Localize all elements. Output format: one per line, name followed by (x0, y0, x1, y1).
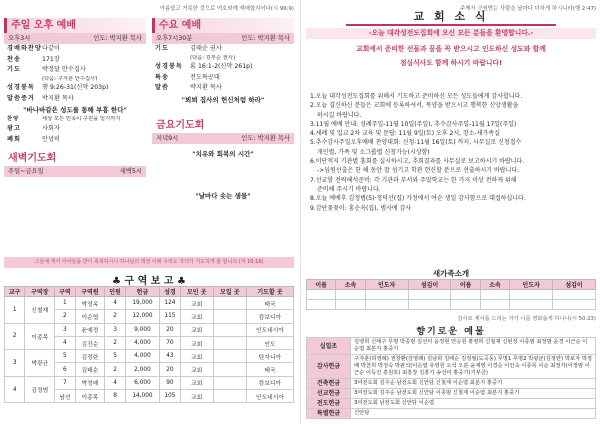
district-bible-cell: 90 (160, 376, 180, 389)
district-met-cell: 교회 (180, 363, 213, 376)
welcome-line-1: -오늘 대각성전도집회에 오신 모든 분들을 환영합니다.- (306, 28, 596, 39)
order-value: 박지환 목사 (190, 84, 222, 92)
sunday-pm-subheader (4, 33, 146, 44)
district-meet-cell (213, 376, 246, 389)
district-amount-cell: 4,000 (125, 336, 159, 349)
welcome-block (306, 28, 596, 69)
district-bible-cell: 124 (160, 297, 180, 310)
offering-table (306, 337, 596, 419)
district-no-cell: 4 (55, 336, 75, 349)
dawn-theme: "날마다 솟는 샘물" (195, 191, 251, 200)
district-pray-cell: 인도네시아 (246, 323, 293, 336)
new-family-header (307, 280, 596, 290)
order-value: 롬 16:1-2(신약 261p) (190, 63, 253, 71)
district-bible-cell: 70 (160, 336, 180, 349)
order-row (152, 83, 294, 94)
district-met-cell: 교회 (180, 297, 213, 310)
news-item: 2.오늘 결신하신 분들은 교회에 등록하셔서, 목양을 받으시고 행복한 신앙생활을 (310, 102, 519, 110)
district-col-header: 성경 (160, 287, 180, 297)
district-col-header: 인원 (105, 287, 125, 297)
new-family-col-header: 이름 (451, 280, 480, 290)
order-row (4, 55, 146, 66)
order-value: 박지환 목사 (42, 94, 74, 102)
order-value: 박정달 안수집사 (42, 66, 86, 74)
district-bible-cell: 43 (160, 350, 180, 363)
order-row (4, 44, 146, 55)
order-value: 전도특공대 (190, 73, 220, 81)
order-value: 171장 (42, 55, 60, 63)
order-value: 김태순 권사 (190, 45, 222, 52)
sunday-pm-sermon-title: "바나바같은 성도를 통해 부흥 한다" (23, 106, 127, 115)
district-no-cell: 2 (55, 310, 75, 323)
offering-type: 특별헌금 (307, 409, 351, 419)
district-table-header (5, 287, 294, 297)
district-meet-cell (213, 350, 246, 363)
news-item: 6.이단적지 기관별 홍회를 실시하시고, 추회결과를 사무실로 보고하시기 바랍니다. (310, 158, 525, 166)
parish-cell: 3 (5, 350, 25, 377)
news-item: 8.오늘 예배후 김정범(5)·정덕선(집) 가정에서 여순 생일 감사함으로 대접하십니다. (310, 195, 526, 203)
wednesday-leader: 인도: 박지환 목사 (241, 35, 290, 42)
district-col-header: 모인 곳 (180, 287, 213, 297)
district-met-cell: 교회 (180, 390, 213, 403)
district-no-cell: 5 (55, 350, 75, 363)
offering-type: 전도헌금 (307, 399, 351, 409)
offering-names: 김영희 신태구 무명 박종범 김선미 윤정현 안승원 홍영희 신철재 신현정 이종범 최정범 윤경 이근순 이순엽 최분지 홍중기 (351, 338, 596, 355)
district-member-cell: 이종목 (75, 390, 105, 403)
offering-type: 십일조 (307, 338, 351, 355)
wednesday-subheader (152, 33, 294, 44)
new-family-col-header: 인도자 (510, 280, 553, 290)
sunday-pm-section (4, 18, 146, 177)
offering-names: 3여전도회 김주순 남전도회 신안담 이종범 신철재 이순엽 최분지 홍중기 (351, 389, 596, 399)
district-leader-cell: 박광균 (25, 350, 55, 377)
new-family-col-header: 섬김이 (553, 280, 596, 290)
district-count-cell: 2 (105, 363, 125, 376)
order-row (4, 76, 146, 84)
order-label: 기도 (7, 66, 21, 74)
table-row (5, 297, 294, 310)
order-label: 성경봉독 (7, 84, 35, 92)
order-row (152, 62, 294, 73)
district-col-header: 헌금 (125, 287, 159, 297)
wednesday-time: 오후7시30분 (156, 35, 193, 42)
friday-title: 금요기도회 (156, 119, 205, 131)
news-item: 개인별, 가족 및 소그룹별 신청가능(시상함) (317, 148, 430, 156)
district-amount-cell: 14,000 (125, 390, 159, 403)
offering-row (307, 389, 596, 399)
news-item: 3.11월 예배 안내: 성례주일-11월 10일(주일), 추수감사주일-11월 17일(주일) (310, 120, 517, 128)
new-family-col-header: 소속 (480, 280, 509, 290)
district-bible-cell: 20 (160, 363, 180, 376)
district-report-title: ♣ 구 역 보 고 ♣ (112, 276, 186, 287)
table-row (5, 350, 294, 363)
order-value: (다음: 김부순 권사) (190, 54, 236, 61)
offering-type: 선교헌금 (307, 389, 351, 399)
order-row (4, 135, 146, 146)
order-row (4, 65, 146, 76)
order-row (4, 124, 146, 135)
district-col-header: 모일 곳 (213, 287, 246, 297)
news-item: 5.추수감사주일오후예배 찬양대회: 신청-11월 16일(토) 까지, 사무실로 신청접수 (310, 139, 522, 147)
news-item: 7.선교할 전략해석준비: 각 기관과 부서와 주말학교는 한 가지 이상 전하게 위해 (310, 176, 517, 184)
news-list (310, 92, 594, 213)
district-col-header: 구역장 (25, 287, 55, 297)
district-pray-cell: 인도네시아 (246, 390, 293, 403)
order-label: 찬송 (7, 55, 21, 63)
district-pray-cell: 탄자니아 (246, 350, 293, 363)
table-row (5, 376, 294, 389)
friday-subheader (152, 133, 294, 144)
sunday-pm-leader: 인도: 박지환 목사 (93, 35, 142, 42)
district-met-cell: 교회 (180, 376, 213, 389)
parish-cell: 4 (5, 376, 25, 403)
offering-row (307, 355, 596, 379)
sunday-pm-order (4, 44, 146, 104)
sunday-pm-order-2 (4, 116, 146, 145)
district-meet-cell (213, 336, 246, 349)
district-met-cell: 교회 (180, 310, 213, 323)
sunday-pm-time: 오후3시 (8, 35, 31, 42)
district-count-cell: 4 (105, 376, 125, 389)
district-pray-cell: 인도 (246, 336, 293, 349)
dawn-days: 주일~금요일 (8, 168, 44, 176)
district-amount-cell: 19,000 (125, 297, 159, 310)
district-met-cell: 교회 (180, 350, 213, 363)
district-member-cell: 김진순 (75, 336, 105, 349)
wednesday-title: 수요 예배 (152, 18, 294, 33)
parish-cell: 1 (5, 297, 25, 324)
district-pray-cell: 태국 (246, 297, 293, 310)
district-leader-cell: 신철재 (25, 297, 55, 324)
offering-row (307, 338, 596, 355)
district-met-cell: 교회 (180, 323, 213, 336)
district-report-table (4, 286, 294, 403)
order-row (4, 94, 146, 105)
church-news-title: 교 회 소 식 (413, 10, 489, 23)
district-meet-cell (213, 390, 246, 403)
district-member-cell: 윤예정 (75, 323, 105, 336)
district-count-cell: 5 (105, 350, 125, 363)
offering-row (307, 409, 596, 419)
district-count-cell: 2 (105, 310, 125, 323)
district-bible-cell: 105 (160, 390, 180, 403)
dawn-time: 새벽5시 (119, 168, 142, 176)
district-member-cell: 김태순 (75, 363, 105, 376)
order-label: 찬양 (7, 116, 20, 123)
dawn-title: 새벽기도회 (8, 153, 57, 165)
district-meet-cell (213, 297, 246, 310)
district-pray-cell: 캄보디아 (246, 310, 293, 323)
district-amount-cell: 9,000 (125, 323, 159, 336)
new-family-title: 새가족소개 (432, 269, 470, 278)
district-col-header: 구역원 (75, 287, 105, 297)
wednesday-order (152, 44, 294, 94)
offering-row (307, 379, 596, 389)
order-label (152, 55, 188, 63)
district-pray-cell: 캄보디아 (246, 376, 293, 389)
offering-names: 구자훈(허영례) 권창환(김영례) 김남희 김태순 김정필(도곡동) 무명1 무명2 박광균(김정란) 박로자 박정배 박찬희 박정숙 박판석(이순엽 유영원 오석 오분 윤재영 이경순 이인숙 이종목 이순 최정자(이정범 이근순 이득진 흥원호) 최흥장 김흥기 송선미 홍중기(기부금) (351, 355, 596, 379)
district-count-cell: 8 (105, 390, 125, 403)
district-count-cell: 3 (105, 323, 125, 336)
district-amount-cell: 2,000 (125, 363, 159, 376)
district-amount-cell: 4,000 (125, 350, 159, 363)
order-label: 경배와찬양 (7, 45, 42, 52)
friday-time: 저녁9시 (156, 134, 179, 142)
district-met-cell: 교회 (180, 336, 213, 349)
district-member-cell: 이순엽 (75, 310, 105, 323)
order-label: 성경봉독 (155, 63, 183, 71)
order-row (4, 116, 146, 124)
district-leader-cell: 이종목 (25, 323, 55, 350)
offering-names: 3여전도회 김주순 남전도회 신안담 신철재 이순엽 최분지 홍중기 (351, 379, 596, 389)
news-item: 9.감단꽃꽂이: 홍순옥(집), 범사에 감사 (310, 204, 412, 212)
district-no-cell: 3 (55, 323, 75, 336)
new-family-col-header: 이름 (307, 280, 336, 290)
friday-theme: "치유와 회복의 시간" (192, 149, 254, 158)
friday-leader: 인도: 박지환 목사 (241, 134, 290, 142)
order-row (152, 73, 294, 84)
order-value: (다음: 구자훈 안수집사) (42, 75, 98, 82)
order-value: 사회자 (42, 124, 60, 132)
offering-title: 향기로운 예물 (416, 327, 486, 337)
district-no-cell: 6 (55, 363, 75, 376)
news-item: 1.오늘 대각성전도집회를 위해서 기도하고 준비하신 모든 성도들에게 감사합니다. (310, 93, 523, 100)
church-news-header (346, 10, 556, 26)
new-family-col-header: 소속 (336, 280, 365, 290)
order-label: 폐회 (7, 135, 21, 143)
district-meet-cell (213, 363, 246, 376)
order-label: 광고 (7, 124, 21, 132)
order-label: 특송 (155, 73, 169, 81)
district-no-cell: 1 (55, 297, 75, 310)
wednesday-sermon-title: "뵈뵈 집사의 헌신처럼 하라" (181, 95, 265, 104)
welcome-line-2: 교회에서 준비한 선물과 꿈을 꼭 받으시고 인도하신 성도와 함께 (356, 45, 546, 53)
offering-table-body (307, 338, 596, 419)
mid-verse: 그들에 게서 아이들을 받아 축복하시니 하나님의 맥정 아래 우리도 자녀가 기도하게 할 합니다 (막 10:16) (4, 257, 294, 268)
order-row (4, 83, 146, 94)
offering-type: 건축헌금 (307, 379, 351, 389)
order-value: 다같이 (42, 45, 60, 52)
district-member-cell: 박정배 (75, 376, 105, 389)
district-member-cell: 박정옥 (75, 297, 105, 310)
center-divider (300, 0, 301, 424)
dawn-subheader (4, 166, 146, 177)
welcome-line-3: 점심식사도 함께 하시기 바랍니다! (399, 59, 503, 67)
news-item: ->임원선출은 한 해 동안 잘 섬기고 학관 헌신할 분으로 선출하시기 바랍니다. (317, 167, 520, 175)
order-row (152, 55, 294, 63)
offering-names: 신안담 (351, 409, 596, 419)
district-amount-cell: 6,000 (125, 376, 159, 389)
district-no-cell: 7 (55, 376, 75, 389)
district-col-header: 기도할 곳 (246, 287, 293, 297)
district-amount-cell: 12,000 (125, 310, 159, 323)
offering-row (307, 399, 596, 409)
district-member-cell: 김정란 (75, 350, 105, 363)
district-meet-cell (213, 310, 246, 323)
news-item: 4.세례 및 입교 2차 교육 및 문답: 11월 9일(토) 오후 2시, 장소-새가족실 (310, 130, 500, 138)
new-family-col-header: 인도자 (365, 280, 408, 290)
order-value: 세상 모든 민족이 구원을 얻기까지 (42, 116, 121, 123)
news-item: 하시길 바랍니다. (317, 111, 362, 119)
district-count-cell: 2 (105, 336, 125, 349)
news-item: 준비해 주시기 바랍니다. (317, 185, 381, 193)
offering-names: 3여전도회 남전도회 신안담 이순엽 (351, 399, 596, 409)
district-bible-cell: 20 (160, 323, 180, 336)
new-family-col-header: 섬김이 (408, 280, 451, 290)
right-page (306, 4, 596, 420)
district-meet-cell (213, 323, 246, 336)
wednesday-section (152, 18, 294, 202)
new-family-table (306, 279, 596, 310)
district-no-cell: 남선 (55, 390, 75, 403)
order-label: 기도 (155, 45, 169, 52)
new-family-row (307, 300, 596, 310)
district-col-header: 교구 (5, 287, 25, 297)
parish-cell: 2 (5, 323, 25, 350)
table-row (5, 323, 294, 336)
district-table-body (5, 297, 294, 403)
order-label: 말씀증거 (7, 94, 35, 102)
offering-type: 감사헌금 (307, 355, 351, 379)
right-top-verse: 주께서 구원받는 사람을 날마다 더하게 하시니라(행 2:47) (460, 6, 596, 12)
left-top-verse: 아름답고 거룩한 것으로 여호와께 예배할지어다(시 96:9) (159, 6, 294, 12)
left-page (4, 4, 294, 420)
order-value: 안녕히 (42, 135, 60, 143)
order-row (152, 44, 294, 55)
district-bible-cell: 115 (160, 310, 180, 323)
district-col-header: 구역 (55, 287, 75, 297)
new-family-row (307, 290, 596, 300)
order-value: 행 9:26-31(신약 203p) (42, 84, 109, 92)
district-pray-cell: 태국 (246, 363, 293, 376)
order-label: 말씀 (155, 84, 169, 92)
district-leader-cell: 김정범 (25, 376, 55, 403)
order-label (4, 76, 40, 84)
thanks-verse: 감사로 제사를 드리는 자가 나를 영화롭게 하나니(시 50:23) (457, 316, 596, 322)
district-count-cell: 4 (105, 297, 125, 310)
sunday-pm-title: 주일 오후 예배 (4, 18, 146, 33)
